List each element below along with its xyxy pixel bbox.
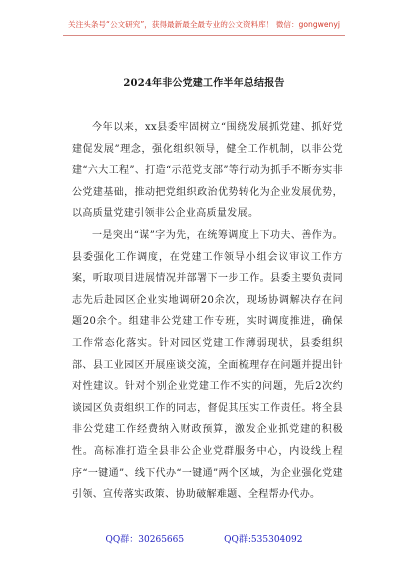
- paragraph-intro: 今年以来，xx县委牢固树立“围绕发展抓党建、抓好党建促发展”理念，强化组织领导，健全工作机制，以非公党建“六大工程”、打造“示范党支部”等行动为抓手不断夯实非公党建基础，推动把党组织政治优势转化为企业发展优势，以高质量党建引领非公企业高质量发展。: [72, 122, 343, 220]
- document-title: 2024年非公党建工作半年总结报告: [123, 78, 285, 89]
- footer-contact: [0, 532, 408, 545]
- header-divider: [63, 35, 345, 36]
- document-body: [72, 117, 343, 506]
- footer-qq-group-2: QQ群:535304092: [224, 535, 303, 545]
- paragraph-point-one: 一是突出“谋”字为先，在统筹调度上下功夫、善作为。县委强化工作调度，在党建工作领导小组会议审议工作方案，听取项目进展情况并部署下一步工作。县委主要负责同志先后赴园区企业实地调研20余次，现场协调解决存在问题20余个。组建非公党建工作专班，实时调度推进，确保工作常态化落实。针对园区党建工作薄弱现状，县委组织部、县工业园区开展座谈交流，全面梳理存在问题并提出针对性建议。针对个别企业党建工作不实的问题，先后2次约谈园区负责组织工作的同志，督促其压实工作责任。将全县非公党建工作经费纳入财政预算，激发企业抓党建的积极性。高标准打造全县非公企业党群服务中心，内设线上程序“一键通”、线下代办“一键通”两个区域，为企业强化党建引领、宣传落实政策、协助破解难题、全程帮办代办。: [72, 229, 343, 501]
- footer-qq-group-1: QQ群：30265665: [105, 535, 185, 545]
- header-promo-note: 关注头条号“公文研究”，获得最新最全最专业的公文资料库！ 微信：gongwenyj: [68, 20, 340, 29]
